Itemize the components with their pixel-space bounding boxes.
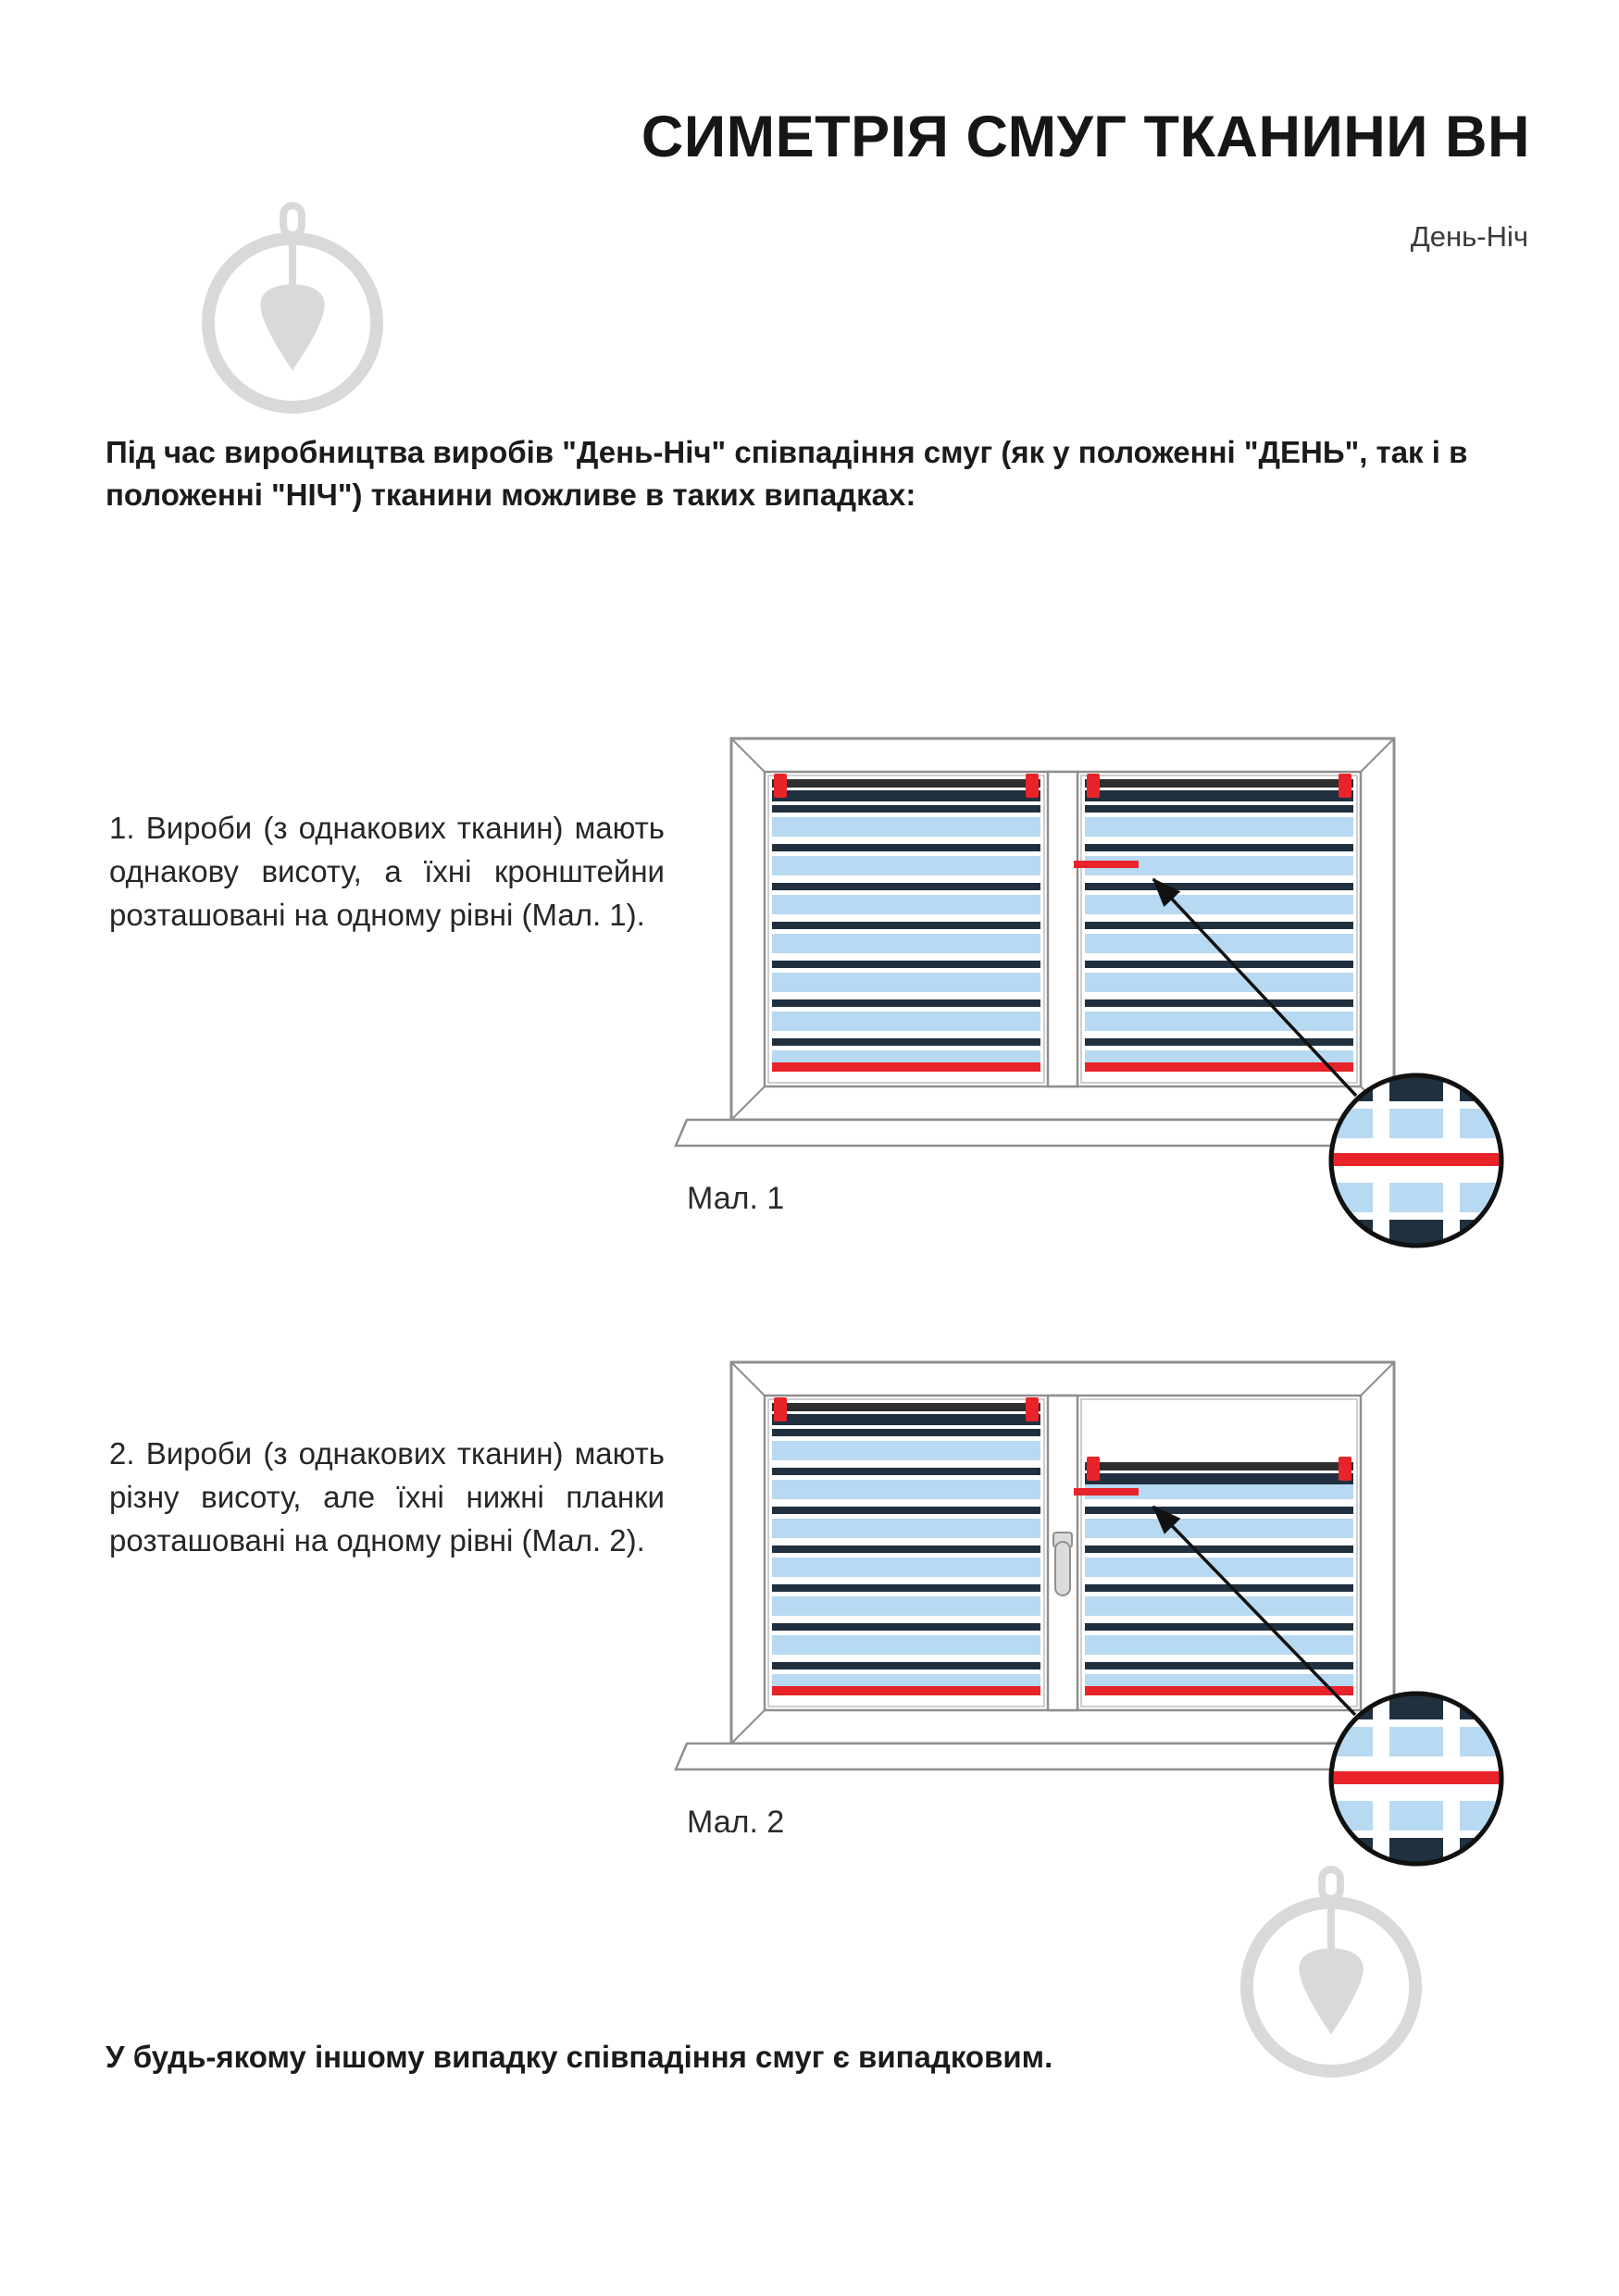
bracket-icon xyxy=(774,774,787,798)
bracket-icon xyxy=(1087,774,1100,798)
right-blind xyxy=(1085,774,1353,1072)
page-title: СИМЕТРІЯ СМУГ ТКАНИНИ ВН xyxy=(641,105,1530,169)
left-blind xyxy=(772,1397,1040,1695)
watermark-logo-top-left xyxy=(196,202,389,422)
left-blind xyxy=(772,774,1040,1072)
case-1-text: 1. Вироби (з однакових тканин) мають однакову висоту, а їхні кронштейни розташовані на одному рівні (Мал. 1). xyxy=(109,811,665,932)
bottom-bar xyxy=(772,1062,1040,1072)
bottom-bar xyxy=(1085,1686,1353,1695)
plumb-bob-icon xyxy=(208,205,377,407)
page-subtitle: День-Ніч xyxy=(1410,220,1528,253)
bracket-icon xyxy=(1339,774,1351,798)
bracket-icon xyxy=(1026,1397,1039,1421)
bracket-icon xyxy=(1026,774,1039,798)
stripe-alignment-mark xyxy=(1074,861,1139,868)
footer-note: У будь-якому іншому випадку співпадіння смуг є випадковим. xyxy=(106,2040,1053,2074)
figure-2-caption: Мал. 2 xyxy=(687,1805,785,1840)
window-handle xyxy=(1053,1533,1072,1595)
intro-paragraph: Під час виробництва виробів "День-Ніч" співпадіння смуг (як у положенні "ДЕНЬ", так і в положенні "НІЧ") тканини можливе в таких випадках: xyxy=(106,435,1468,513)
case-2-text: 2. Вироби (з однакових тканин) мають різну висоту, але їхні нижні планки розташовані на одному рівні (Мал. 2). xyxy=(109,1436,665,1558)
bracket-icon xyxy=(774,1397,787,1421)
bottom-bar xyxy=(1085,1062,1353,1072)
bracket-icon xyxy=(1087,1457,1100,1481)
bracket-icon xyxy=(1339,1457,1351,1481)
stripe-alignment-mark xyxy=(1074,1488,1139,1496)
figure-1-caption: Мал. 1 xyxy=(687,1181,785,1216)
bottom-bar xyxy=(772,1686,1040,1695)
